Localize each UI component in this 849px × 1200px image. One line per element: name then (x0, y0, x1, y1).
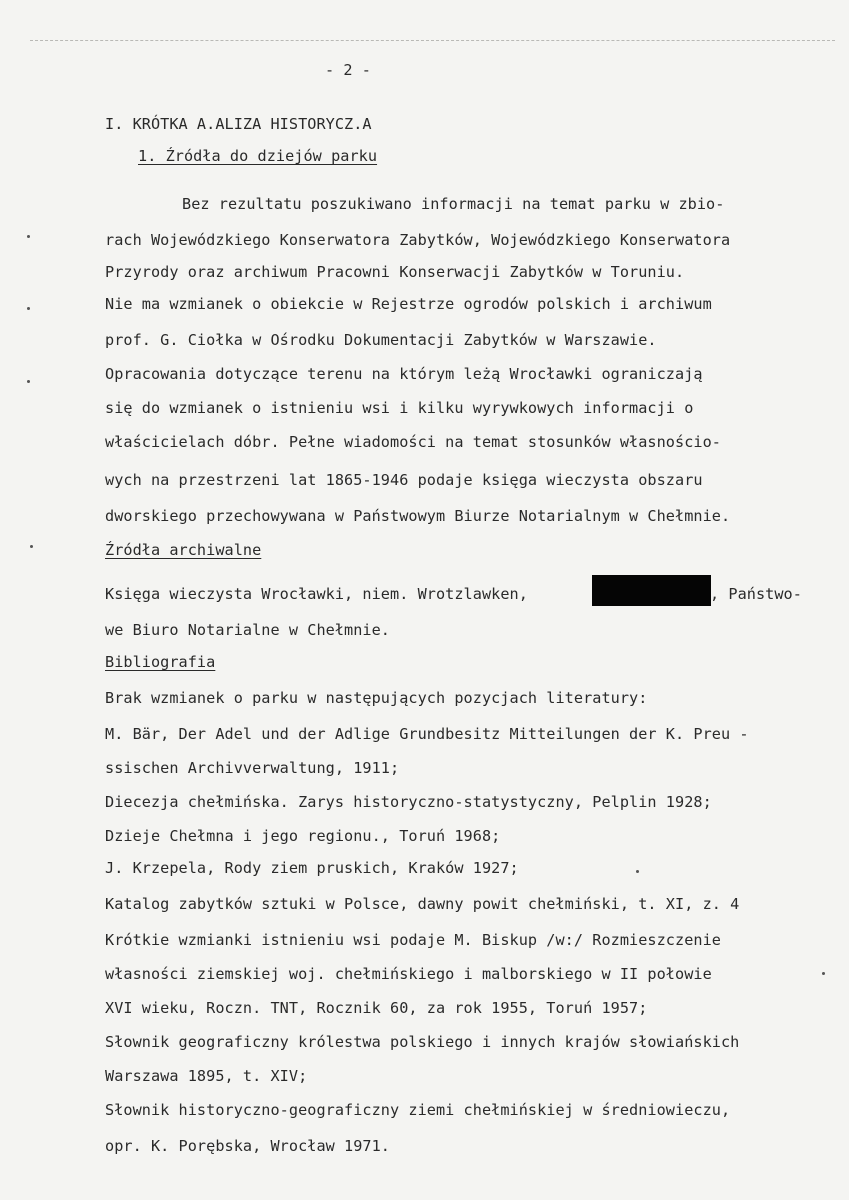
page-number: - 2 - (325, 61, 371, 79)
bibliography-line-1: Brak wzmianek o parku w następujących pozycjach literatury: (105, 689, 648, 707)
subsection-heading: 1. Źródła do dziejów parku (138, 147, 378, 165)
intro-line-4: Nie ma wzmianek o obiekcie w Rejestrze ogrodów polskich i archiwum (105, 295, 712, 313)
margin-speck (27, 380, 30, 383)
bibliography-line-14: opr. K. Porębska, Wrocław 1971. (105, 1137, 391, 1155)
redaction-block (592, 575, 711, 606)
bibliography-line-10: XVI wieku, Roczn. TNT, Rocznik 60, za rok 1955, Toruń 1957; (105, 999, 648, 1017)
margin-speck (27, 307, 30, 310)
intro-line-1: Bez rezultatu poszukiwano informacji na temat parku w zbio- (182, 195, 725, 213)
intro-line-2: rach Wojewódzkiego Konserwatora Zabytków, Wojewódzkiego Konserwatora (105, 231, 731, 249)
intro-line-3: Przyrody oraz archiwum Pracowni Konserwacji Zabytków w Toruniu. (105, 263, 685, 281)
bibliography-line-6: J. Krzepela, Rody ziem pruskich, Kraków 1927; (105, 859, 519, 877)
top-rule (30, 40, 835, 41)
bibliography-line-2: M. Bär, Der Adel und der Adlige Grundbesitz Mitteilungen der K. Preu - (105, 725, 749, 743)
archives-heading: Źródła archiwalne (105, 541, 262, 559)
intro-line-7: się do wzmianek o istnieniu wsi i kilku wyrywkowych informacji o (105, 399, 694, 417)
intro-line-10: dworskiego przechowywana w Państwowym Biurze Notarialnym w Chełmnie. (105, 507, 731, 525)
archives-line-1-right: , Państwo- (710, 585, 802, 603)
bibliography-line-12: Warszawa 1895, t. XIV; (105, 1067, 308, 1085)
archives-line-2: we Biuro Notarialne w Chełmnie. (105, 621, 391, 639)
margin-speck (636, 870, 639, 873)
margin-speck (822, 972, 825, 975)
margin-speck (27, 235, 30, 238)
archives-line-1-left: Księga wieczysta Wrocławki, niem. Wrotzlawken, (105, 585, 528, 603)
bibliography-line-3: ssischen Archivverwaltung, 1911; (105, 759, 400, 777)
bibliography-line-13: Słownik historyczno-geograficzny ziemi chełmińskiej w średniowieczu, (105, 1101, 731, 1119)
bibliography-line-9: własności ziemskiej woj. chełmińskiego i malborskiego w II połowie (105, 965, 712, 983)
intro-line-5: prof. G. Ciołka w Ośrodku Dokumentacji Zabytków w Warszawie. (105, 331, 657, 349)
bibliography-line-4: Diecezja chełmińska. Zarys historyczno-statystyczny, Pelplin 1928; (105, 793, 712, 811)
bibliography-heading: Bibliografia (105, 653, 216, 671)
bibliography-line-8: Krótkie wzmianki istnieniu wsi podaje M. Biskup /w:/ Rozmieszczenie (105, 931, 721, 949)
margin-speck (30, 545, 33, 548)
intro-line-9: wych na przestrzeni lat 1865-1946 podaje księga wieczysta obszaru (105, 471, 703, 489)
intro-line-6: Opracowania dotyczące terenu na którym leżą Wrocławki ograniczają (105, 365, 703, 383)
bibliography-line-5: Dzieje Chełmna i jego regionu., Toruń 1968; (105, 827, 501, 845)
section-heading: I. KRÓTKA A.ALIZA HISTORYCZ.A (105, 115, 372, 133)
bibliography-line-11: Słownik geograficzny królestwa polskiego i innych krajów słowiańskich (105, 1033, 740, 1051)
bibliography-line-7: Katalog zabytków sztuki w Polsce, dawny powit chełmiński, t. XI, z. 4 (105, 895, 740, 913)
intro-line-8: właścicielach dóbr. Pełne wiadomości na temat stosunków własnościo- (105, 433, 721, 451)
